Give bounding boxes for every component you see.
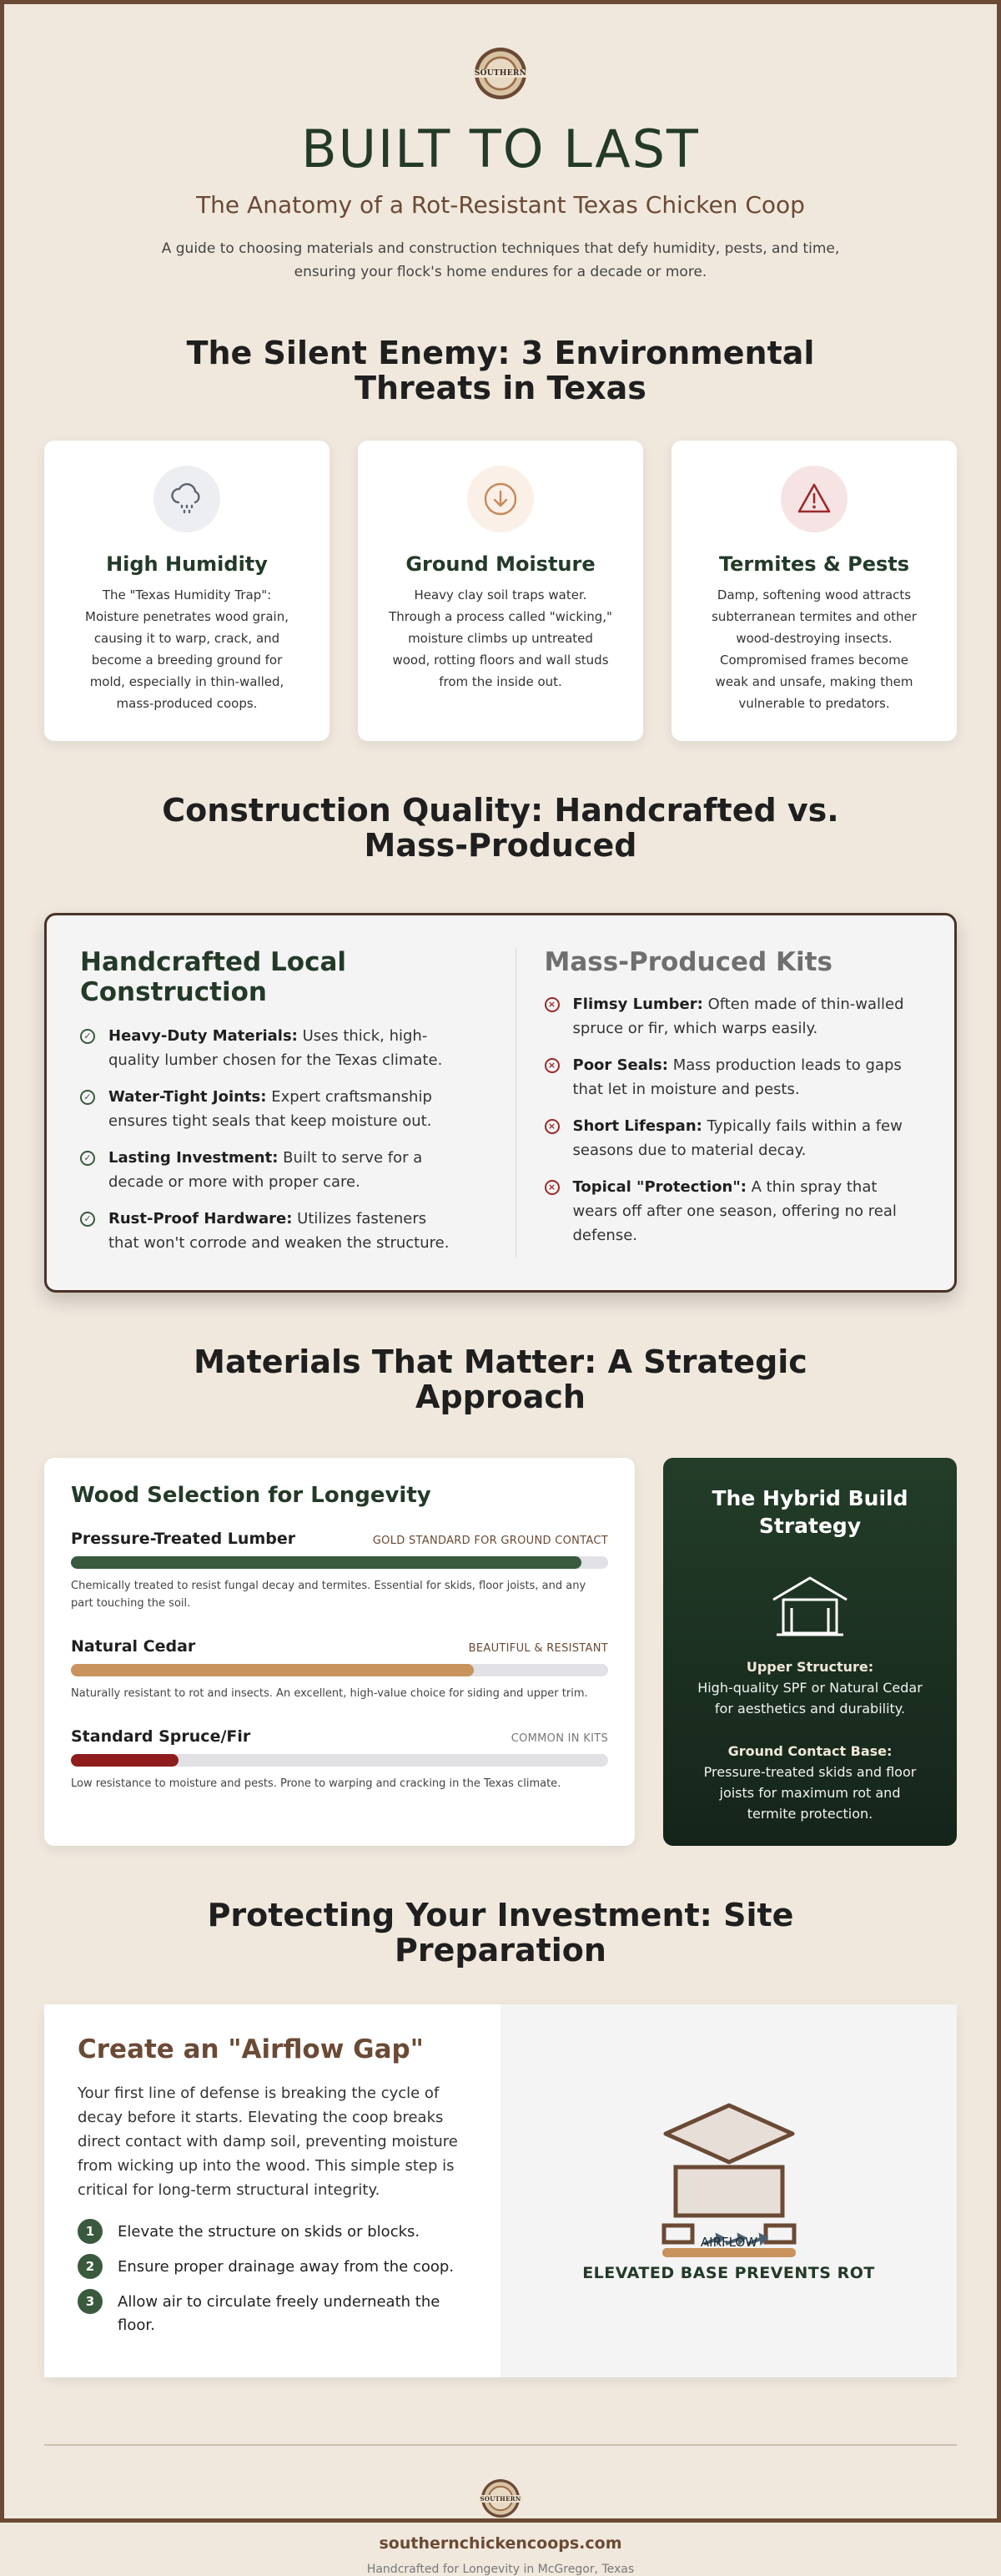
check-icon: ✓	[80, 1212, 95, 1227]
site-section	[44, 1898, 957, 2377]
step-text: Ensure proper drainage away from the coop.	[118, 2258, 455, 2276]
list-item	[545, 1053, 922, 1101]
threat-title: Termites & Pests	[718, 552, 910, 577]
elevation-diagram-panel	[500, 2004, 957, 2377]
elevated-coop-diagram	[646, 2100, 812, 2259]
threat-text: Heavy clay soil traps water. Through a process called "wicking," moisture climbs up untreated wood, rotting floors and wall studs from the inside out.	[389, 587, 612, 690]
airflow-text-panel	[44, 2004, 500, 2377]
quality-section	[44, 793, 957, 1293]
support-block-left	[664, 2226, 692, 2242]
wood-selection-card	[44, 1458, 635, 1846]
intro-text: A guide to choosing materials and construction techniques that defy humidity, pests, and time, ensuring your flock's home endures for a decade or more.	[161, 240, 840, 281]
step-number: 2	[78, 2254, 103, 2279]
check-icon: ✓	[80, 1029, 95, 1044]
wood-option	[71, 1637, 608, 1702]
rating-bar	[71, 1556, 608, 1569]
wood-tag: GOLD STANDARD FOR GROUND CONTACT	[372, 1535, 608, 1548]
airflow-label: AIRFLOW	[700, 2234, 757, 2250]
item-text: A thin spray that wears off after one season, offering no real defense.	[572, 1178, 897, 1245]
coop-body	[676, 2167, 782, 2216]
materials-heading: Materials That Matter: A Strategic Approach	[194, 1343, 807, 1416]
page-subtitle: The Anatomy of a Rot-Resistant Texas Chicken Coop	[196, 191, 805, 219]
list-item	[545, 1175, 922, 1248]
page-title: BUILT TO LAST	[301, 118, 700, 179]
rating-bar-fill	[71, 1556, 581, 1569]
wood-tag: BEAUTIFUL & RESISTANT	[468, 1642, 608, 1656]
item-text: Typically fails within a few seasons due to material decay.	[572, 1117, 903, 1160]
upper-structure-text: High-quality SPF or Natural Cedar for aesthetics and durability.	[697, 1680, 923, 1717]
wood-name: Natural Cedar	[71, 1637, 196, 1656]
item-label: Heavy-Duty Materials:	[108, 1027, 298, 1046]
item-text: Utilizes fasteners that won't corrode and weaken the structure.	[108, 1210, 450, 1253]
threat-card-ground-moisture	[358, 441, 643, 741]
rating-bar-fill	[71, 1754, 179, 1767]
item-label: Rust-Proof Hardware:	[108, 1210, 293, 1228]
step-item	[78, 2256, 467, 2279]
step-text: Elevate the structure on skids or blocks.	[118, 2223, 420, 2241]
logo-text: SOUTHERN	[480, 2494, 521, 2503]
quality-heading: Construction Quality: Handcrafted vs. Mass-Produced	[162, 792, 839, 865]
list-item	[80, 1207, 457, 1255]
hybrid-title: The Hybrid Build Strategy	[712, 1486, 908, 1539]
rain-cloud-icon	[153, 466, 220, 532]
step-item	[78, 2291, 467, 2337]
threat-card-humidity	[44, 441, 329, 741]
step-item	[78, 2221, 467, 2244]
warning-triangle-icon	[781, 466, 848, 532]
item-text: Built to serve for a decade or more with proper care.	[108, 1149, 423, 1192]
mass-produced-title: Mass-Produced Kits	[544, 947, 832, 978]
step-text: Allow air to circulate freely underneath the floor.	[118, 2293, 440, 2335]
site-heading: Protecting Your Investment: Site Preparation	[207, 1897, 794, 1969]
wood-name: Pressure-Treated Lumber	[71, 1530, 296, 1549]
x-circle-icon: ×	[545, 1058, 560, 1073]
wood-name: Standard Spruce/Fir	[71, 1727, 251, 1747]
materials-section	[44, 1344, 957, 1846]
wood-selection-title: Wood Selection for Longevity	[71, 1483, 431, 1509]
threat-card-termites	[672, 441, 957, 741]
upper-structure-block	[693, 1658, 927, 1719]
handcrafted-title: Handcrafted Local Construction	[80, 947, 346, 1008]
threat-text: The "Texas Humidity Trap": Moisture penetrates wood grain, causing it to warp, crack, and become a breeding ground for mold, especially in thin-walled, mass-produced coops.	[85, 587, 289, 712]
step-number: 1	[78, 2219, 103, 2244]
arrow-down-circle-icon	[467, 466, 534, 532]
wood-note: Low resistance to moisture and pests. Prone to warping and cracking in the Texas climate.	[71, 1777, 561, 1791]
footer-website-link[interactable]: southernchickencoops.com	[379, 2534, 622, 2553]
threat-title: High Humidity	[106, 552, 268, 577]
item-text: Mass production leads to gaps that let in moisture and pests.	[572, 1056, 902, 1099]
check-icon: ✓	[80, 1151, 95, 1166]
wood-option	[71, 1530, 608, 1612]
item-text: Uses thick, high-quality lumber chosen for the Texas climate.	[108, 1027, 443, 1070]
item-text: Often made of thin-walled spruce or fir, which warps easily.	[572, 996, 904, 1038]
upper-structure-label: Upper Structure:	[746, 1659, 874, 1676]
item-label: Lasting Investment:	[108, 1149, 279, 1167]
logo-text: SOUTHERN	[474, 69, 527, 78]
list-item	[80, 1146, 457, 1194]
wood-note: Naturally resistant to rot and insects. An excellent, high-value choice for siding and upper trim.	[71, 1687, 588, 1701]
mass-produced-column	[516, 947, 922, 1290]
support-block-right	[766, 2226, 794, 2242]
threats-section	[44, 335, 957, 741]
item-text: Expert craftsmanship ensures tight seals that keep moisture out.	[108, 1088, 432, 1131]
footer	[44, 2444, 957, 2576]
handcrafted-column	[80, 947, 516, 1258]
ground-base-text: Pressure-treated skids and floor joists for maximum rot and termite protection.	[703, 1764, 917, 1822]
item-label: Short Lifespan:	[572, 1117, 702, 1136]
x-circle-icon: ×	[545, 1180, 560, 1195]
item-label: Topical "Protection":	[572, 1178, 747, 1197]
rating-bar	[71, 1754, 608, 1767]
ground-base-label: Ground Contact Base:	[727, 1743, 893, 1760]
threats-heading: The Silent Enemy: 3 Environmental Threats in Texas	[186, 335, 815, 407]
list-item	[80, 1085, 457, 1133]
item-label: Poor Seals:	[572, 1056, 668, 1075]
wood-note: Chemically treated to resist fungal decay and termites. Essential for skids, floor joists, and any part touching the soil.	[71, 1580, 586, 1611]
barn-icon	[770, 1575, 850, 1640]
step-number: 3	[78, 2289, 103, 2314]
threat-text: Damp, softening wood attracts subterranean termites and other wood-destroying insects. Compromised frames become weak and unsafe, making them vulnerable to predators.	[712, 587, 917, 712]
wood-option	[71, 1727, 608, 1792]
rating-bar-fill	[71, 1664, 474, 1676]
check-icon: ✓	[80, 1090, 95, 1105]
brand-logo[interactable]	[475, 48, 526, 99]
footer-logo[interactable]	[481, 2479, 520, 2518]
comparison-card	[44, 913, 957, 1293]
airflow-title: Create an "Airflow Gap"	[78, 2034, 424, 2065]
item-label: Water-Tight Joints:	[108, 1088, 267, 1107]
roof-shape	[666, 2105, 792, 2162]
airflow-card	[44, 2004, 957, 2377]
item-label: Flimsy Lumber:	[572, 996, 703, 1014]
list-item	[545, 1114, 922, 1162]
x-circle-icon: ×	[545, 1119, 560, 1134]
list-item	[80, 1024, 457, 1072]
diagram-caption: ELEVATED BASE PREVENTS ROT	[582, 2263, 875, 2282]
rating-bar	[71, 1664, 608, 1676]
threat-title: Ground Moisture	[405, 552, 596, 577]
hybrid-strategy-card	[663, 1458, 957, 1846]
airflow-description: Your first line of defense is breaking the cycle of decay before it starts. Elevating the coop breaks direct contact with damp soil, preventing moisture from wicking up into the wood. This simple step is critical for long-term structural integrity.	[78, 2084, 458, 2200]
wood-tag: COMMON IN KITS	[511, 1732, 608, 1746]
footer-tagline: Handcrafted for Longevity in McGregor, Texas	[366, 2563, 635, 2576]
hero-section	[44, 48, 957, 284]
list-item	[545, 992, 922, 1041]
x-circle-icon: ×	[545, 997, 560, 1012]
ground-base-block	[693, 1742, 927, 1824]
